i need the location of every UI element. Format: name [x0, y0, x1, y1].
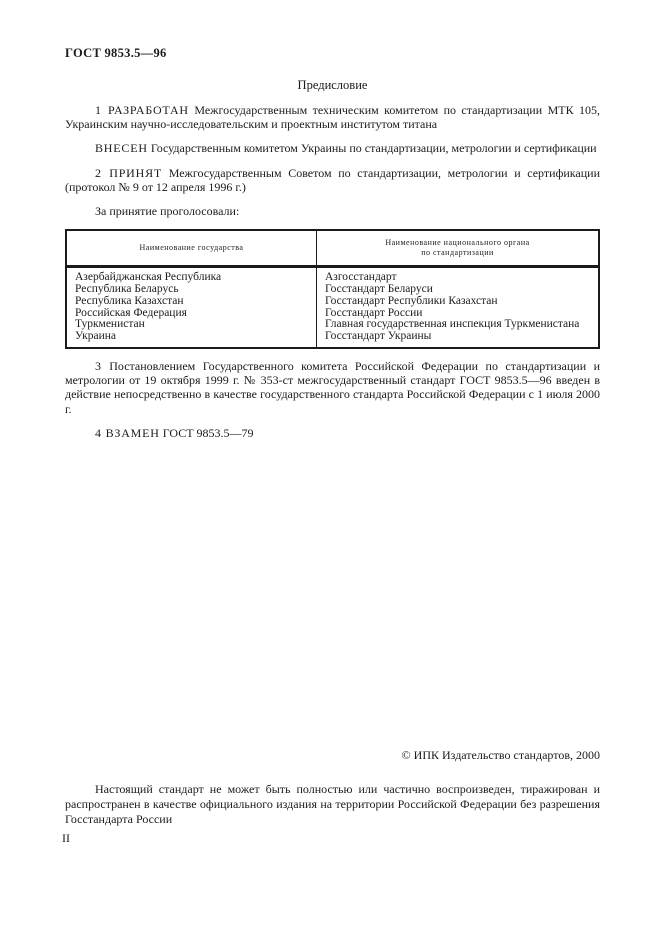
item-head: 2 ПРИНЯТ	[95, 165, 163, 180]
item-head: 4 ВЗАМЕН	[95, 425, 160, 440]
preface-item-adopted	[65, 166, 600, 194]
org-cell: Госстандарт Республики Казахстан	[317, 296, 600, 308]
column-header-org-line1: Наименование национального органа	[385, 238, 530, 248]
page-footer	[62, 748, 600, 846]
preface-item-decree	[65, 359, 600, 416]
column-header-org-line2: по стандартизации	[421, 248, 494, 258]
preface-item-developed	[65, 103, 600, 131]
vote-intro: За принятие проголосовали:	[95, 204, 240, 219]
item-text: ГОСТ 9853.5—79	[162, 425, 254, 440]
preface-item-submitted	[65, 141, 600, 155]
table-header-row	[66, 230, 599, 267]
item-text: Межгосударственным техническим комитетом по стандартизации МТК 105, Украинским научно-исследовательским и проектным институтом титана	[65, 103, 600, 132]
item-text: Межгосударственным Советом по стандартизации, метрологии и сертификации (протокол № 9 от 12 апреля 1996 г.)	[65, 165, 601, 194]
item-text: Постановлением Государственного комитета Российской Федерации по стандартизации и метрологии от 19 октября 1999 г. № 353-ст межгосударственный стандарт ГОСТ 9853.5—96 введен в действие непосредственно в качестве государственного стандарта Российской Федерации с 1 июля 2000 г.	[65, 359, 600, 416]
reproduction-notice: Настоящий стандарт не может быть полностью или частично воспроизведен, тиражирован и распространен в качестве официального издания на территории Российской Федерации без разрешения Госстандарта России	[65, 782, 600, 826]
table-row	[66, 267, 599, 284]
table-row	[66, 296, 599, 308]
state-cell: Азербайджанская Республика	[75, 271, 222, 284]
page-number: II	[62, 831, 70, 845]
copyright-line: © ИПК Издательство стандартов, 2000	[401, 748, 600, 762]
preface-item-replaces	[65, 426, 600, 440]
org-cell: Главная государственная инспекция Туркменистана	[317, 319, 600, 331]
item-head: 1 РАЗРАБОТАН	[95, 103, 189, 117]
org-cell: Госстандарт Беларуси	[317, 284, 600, 296]
state-cell: Украина	[75, 330, 116, 343]
voting-table	[65, 229, 600, 349]
org-cell: Азгосстандарт	[317, 267, 600, 284]
document-page	[0, 0, 661, 440]
column-header-state: Наименование государства	[66, 230, 317, 267]
state-cell: Республика Казахстан	[75, 294, 184, 307]
state-cell: Российская Федерация	[75, 306, 187, 319]
doc-code: ГОСТ 9853.5—96	[65, 46, 167, 60]
table-row	[66, 331, 599, 348]
state-cell: Республика Беларусь	[75, 283, 179, 296]
org-cell: Госстандарт Украины	[317, 331, 600, 348]
column-header-org	[317, 230, 600, 267]
preface-title: Предисловие	[297, 78, 368, 92]
item-head: 3	[95, 359, 102, 373]
state-cell: Туркменистан	[75, 318, 145, 331]
item-head: ВНЕСЕН	[95, 141, 148, 156]
item-text: Государственным комитетом Украины по стандартизации, метрологии и сертификации	[150, 141, 597, 156]
org-cell: Госстандарт России	[317, 308, 600, 320]
